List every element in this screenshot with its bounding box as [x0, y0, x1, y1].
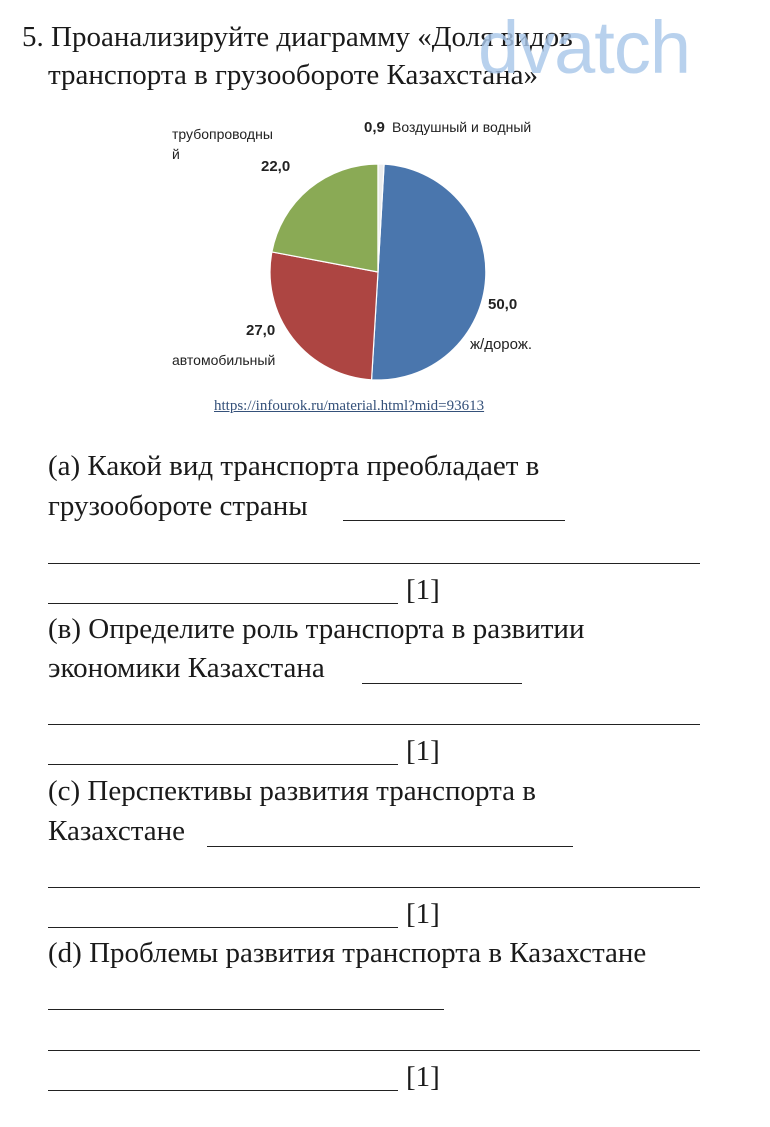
pie-chart-svg: [160, 108, 590, 400]
score-b: [1]: [406, 735, 440, 767]
label-rail: ж/дорож.: [470, 336, 533, 353]
task-title-line1: 5. Проанализируйте диаграмму «Доля видов: [22, 21, 573, 53]
score-c: [1]: [406, 898, 440, 930]
answer-line-b-2[interactable]: [48, 724, 700, 725]
source-link[interactable]: https://infourok.ru/material.html?mid=93613: [214, 398, 485, 414]
answer-line-a-3[interactable]: [48, 603, 398, 604]
answer-line-c-3[interactable]: [48, 927, 398, 928]
answer-line-b-3[interactable]: [48, 764, 398, 765]
watermark-logo: dvatch: [478, 6, 691, 89]
pie-chart: [160, 108, 590, 400]
answer-line-c-2[interactable]: [48, 887, 700, 888]
answer-line-b-1[interactable]: [362, 683, 522, 684]
question-a-line2: грузообороте страны: [48, 490, 308, 522]
question-b-line1: (в) Определите роль транспорта в развитии: [48, 613, 585, 645]
value-rail: 50,0: [488, 296, 518, 313]
label-pipeline-line2: й: [172, 146, 180, 162]
answer-line-c-1[interactable]: [207, 846, 573, 847]
question-c-line1: (с) Перспективы развития транспорта в: [48, 775, 536, 807]
task-title-line2: транспорта в грузообороте Казахстана»: [48, 59, 538, 91]
label-auto: автомобильный: [172, 352, 276, 368]
answer-line-a-2[interactable]: [48, 563, 700, 564]
question-b-line2: экономики Казахстана: [48, 652, 325, 684]
score-a: [1]: [406, 574, 440, 606]
label-air-water: Воздушный и водный: [392, 119, 532, 135]
value-air-water: 0,9: [364, 119, 385, 136]
pie-slice-rail: [372, 164, 486, 380]
score-d: [1]: [406, 1061, 440, 1093]
value-pipeline: 22,0: [261, 158, 291, 175]
question-a-line1: (а) Какой вид транспорта преобладает в: [48, 450, 540, 482]
value-auto: 27,0: [246, 322, 276, 339]
answer-line-d-2[interactable]: [48, 1050, 700, 1051]
label-pipeline-line1: трубопроводны: [172, 126, 273, 142]
question-d-line1: (d) Проблемы развития транспорта в Казахстане: [48, 937, 647, 969]
answer-line-d-1[interactable]: [48, 1009, 444, 1010]
answer-line-d-3[interactable]: [48, 1090, 398, 1091]
question-c-line2: Казахстане: [48, 815, 185, 847]
answer-line-a-1[interactable]: [343, 520, 565, 521]
pie-slice-auto: [270, 252, 378, 380]
